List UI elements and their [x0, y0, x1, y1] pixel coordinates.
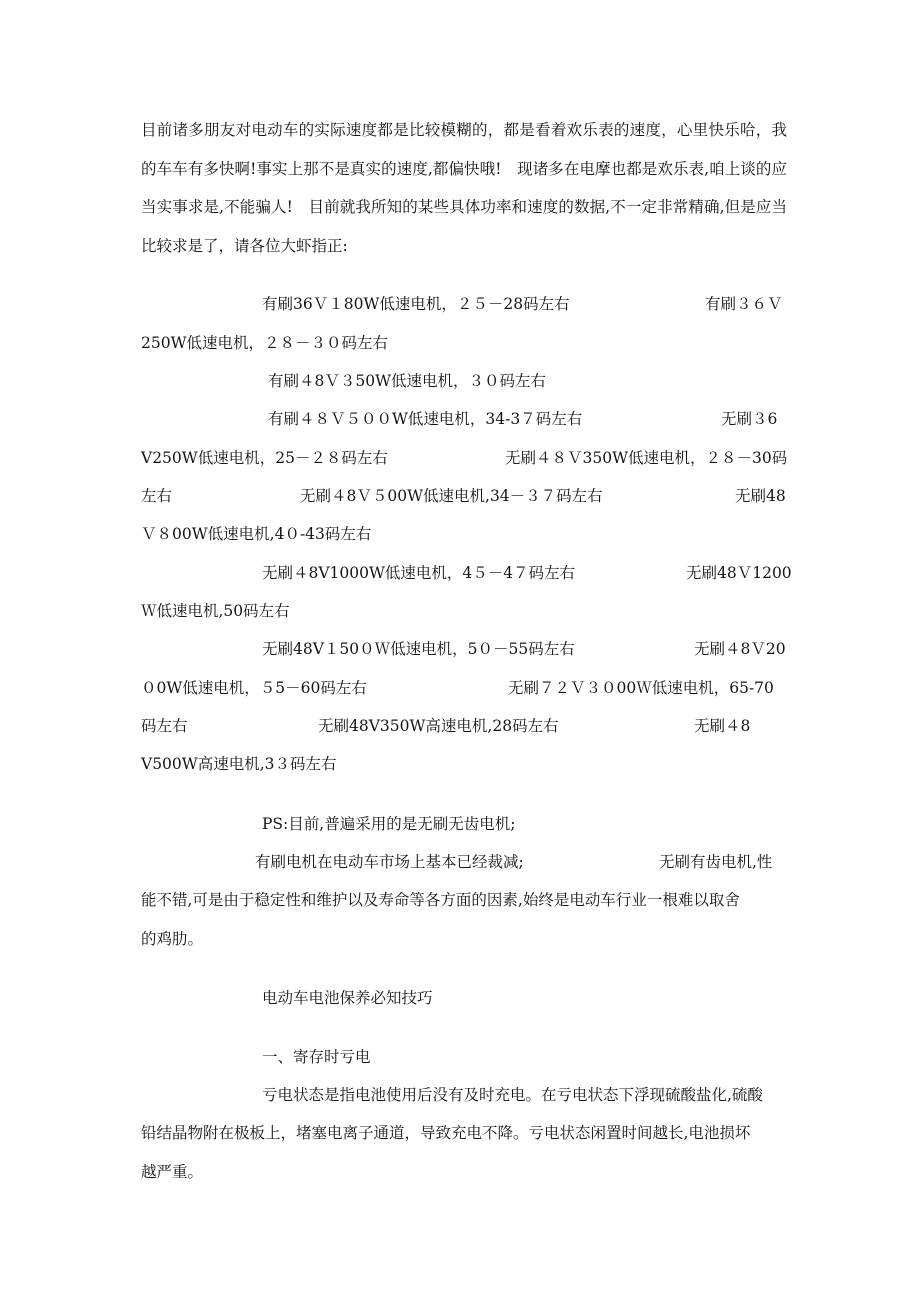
spec-line-11: 无刷48 — [735, 487, 786, 505]
spec-line-23: V500W高速电机,3３码左右 — [141, 755, 337, 773]
spec-line-15: Ｗ低速电机,50码左右 — [141, 602, 290, 620]
ps-line-4: 的鸡肋。 — [141, 930, 204, 948]
spec-line-2: 有刷３６Ｖ — [705, 295, 783, 313]
spec-line-8: 无刷４８Ｖ350W低速电机，２８－30码 — [505, 449, 788, 467]
intro-paragraph: 目前诸多朋友对电动车的实际速度都是比较模糊的，都是看着欢乐表的速度，心里快乐哈，我的车车有多快啊!事实上那不是真实的速度,都偏快哦! 现诸多在电摩也都是欢乐表,咱上谈的应当实事求是,不能骗人! 目前就我所知的某些具体功率和速度的数据,不一定非常精确,但是应当比较求是了，请各位大虾指正: — [141, 121, 787, 255]
spec-line-6: 无刷３6 — [721, 410, 778, 428]
spec-line-22: 无刷４8 — [694, 717, 751, 735]
ps-line-2: 有刷电机在电动车市场上基本已经裁减;﻿ — [255, 853, 524, 871]
spec-line-10: 无刷４8Ｖ５00W低速电机,34－３７码左右﻿ — [300, 487, 603, 505]
body-line-2: 铅结晶物附在极板上，堵塞电离子通道，导致充电不降。亏电状态闲置时间越长,电池损坏 — [141, 1124, 751, 1142]
spec-line-7: V250W低速电机，25－２８码左右﻿ — [141, 449, 388, 467]
spec-line-18: ０0W低速电机，５5－60码左右﻿ — [141, 679, 367, 697]
body-line-1: 亏电状态是指电池使用后没有及时充电。在亏电状态下浮现硫酸盐化,硫酸 — [262, 1086, 763, 1104]
body-line-3: 越严重。 — [141, 1163, 204, 1181]
spec-line-17: 无刷４8Ｖ20 — [694, 640, 786, 658]
spec-line-21: 无刷48V350W高速电机,28码左右﻿ — [318, 717, 559, 735]
spec-line-1: 有刷36Ｖ１80W低速电机，２５－28码左右﻿ — [262, 295, 570, 313]
ps-line-3: 能不错,可是由于稳定性和维护以及寿命等各方面的因素,始终是电动车行业一根难以取舍 — [141, 891, 740, 909]
ps-line-2-right: 无刷有齿电机,性 — [659, 853, 773, 871]
spec-line-3: 250W低速电机，２８－３０码左右 — [141, 334, 389, 352]
spec-line-4: 有刷４8Ｖ３50W低速电机，３０码左右 — [268, 372, 547, 390]
spec-line-14: 无刷48Ｖ1200 — [686, 564, 792, 582]
spec-line-12: Ｖ８00W低速电机,4０-43码左右 — [141, 525, 372, 543]
ps-line-1: PS:目前,普遍采用的是无刷无齿电机; — [262, 815, 516, 833]
spec-line-9: 左右﻿ — [141, 487, 173, 505]
spec-line-5: 有刷４８Ｖ５００W低速电机，34-3７码左右﻿ — [268, 410, 583, 428]
section-title: 电动车电池保养必知技巧 — [262, 989, 433, 1007]
spec-line-20: 码左右﻿ — [141, 717, 188, 735]
subsection-title: 一、寄存时亏电 — [262, 1048, 371, 1066]
spec-line-19: 无刷７２Ｖ３０00Ｗ低速电机，65-70 — [508, 679, 774, 697]
spec-line-16: 无刷48V１50０Ｗ低速电机，5０－55码左右﻿ — [262, 640, 575, 658]
spec-line-13: 无刷４8V1000W低速电机，4５－4７码左右﻿ — [262, 564, 576, 582]
